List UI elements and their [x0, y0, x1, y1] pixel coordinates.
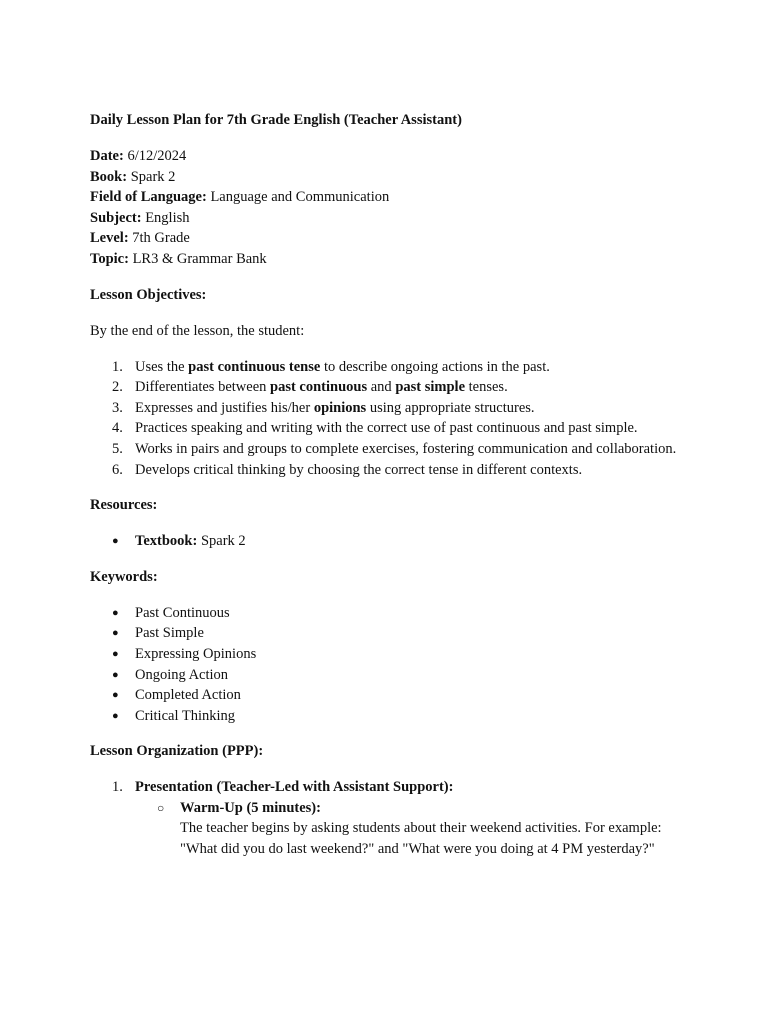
objective-text: Differentiates between: [135, 379, 271, 396]
objective-text: using appropriate structures.: [366, 399, 535, 416]
keyword-text: Completed Action: [135, 687, 241, 704]
resource-label: Textbook:: [135, 533, 198, 550]
meta-topic: [90, 249, 690, 270]
meta-field: [90, 187, 690, 208]
meta-date: [90, 146, 690, 167]
objective-text: Practices speaking and writing with the correct use of past continuous and past simple.: [135, 420, 638, 437]
organization-sublist: [135, 798, 690, 860]
objective-item: [90, 460, 690, 481]
list-number: 3.: [112, 399, 123, 416]
document-page: [90, 110, 690, 860]
list-number: 6.: [112, 461, 123, 478]
keyword-item: [90, 665, 690, 686]
bullet-icon: ●: [112, 535, 119, 548]
objective-text: Uses the: [135, 358, 189, 375]
objective-text: and: [367, 379, 396, 396]
meta-level: [90, 228, 690, 249]
bullet-icon: ●: [112, 627, 119, 640]
meta-book-label: Book:: [90, 168, 128, 185]
keyword-text: Expressing Opinions: [135, 645, 257, 662]
meta-topic-value: LR3 & Grammar Bank: [128, 250, 267, 267]
objective-item: [90, 418, 690, 439]
list-number: 2.: [112, 379, 123, 396]
objectives-heading: Lesson Objectives:: [90, 286, 207, 303]
organization-item-label: Presentation (Teacher-Led with Assistant Support):: [135, 779, 454, 796]
keyword-item: [90, 706, 690, 727]
resources-heading: Resources:: [90, 497, 158, 514]
list-number: 4.: [112, 420, 123, 437]
objective-item: [90, 439, 690, 460]
objective-emphasis: past continuous: [270, 379, 368, 396]
keywords-heading: Keywords:: [90, 568, 158, 585]
objective-text: Works in pairs and groups to complete exercises, fostering communication and collaboration.: [135, 440, 677, 457]
objectives-list: [90, 357, 690, 481]
resources-list: [90, 531, 690, 552]
objective-emphasis: past continuous tense: [188, 358, 321, 375]
objective-item: [90, 377, 690, 398]
objective-item: [90, 357, 690, 378]
keywords-list: [90, 603, 690, 727]
bullet-icon: ●: [112, 606, 119, 619]
bullet-icon: ●: [112, 647, 119, 660]
meta-book-value: Spark 2: [127, 168, 176, 185]
meta-date-label: Date:: [90, 148, 124, 164]
meta-subject: [90, 208, 690, 229]
meta-field-label: Field of Language:: [90, 189, 207, 206]
keyword-text: Ongoing Action: [135, 666, 229, 683]
meta-subject-value: English: [141, 209, 190, 226]
meta-book: [90, 167, 690, 188]
organization-item: [90, 777, 690, 859]
resource-item: [90, 531, 690, 552]
objective-text: tenses.: [465, 379, 508, 396]
objective-text: Expresses and justifies his/her: [135, 399, 314, 416]
circle-bullet-icon: ○: [157, 800, 165, 815]
subitem-label: Warm-Up (5 minutes):: [180, 799, 321, 816]
list-number: 5.: [112, 440, 123, 457]
subitem-text: The teacher begins by asking students about their weekend activities. For example: "What did you do last weekend?" and "What were you doing at 4 PM yesterday?": [180, 820, 662, 858]
keyword-item: [90, 644, 690, 665]
keyword-item: [90, 685, 690, 706]
meta-date-value: 6/12/2024: [123, 148, 187, 164]
meta-level-label: Level:: [90, 230, 129, 247]
organization-subitem: [135, 798, 690, 860]
objective-emphasis: opinions: [313, 399, 367, 416]
organization-list: [90, 777, 690, 859]
list-number: 1.: [112, 779, 123, 796]
meta-topic-label: Topic:: [90, 250, 129, 267]
organization-heading: Lesson Organization (PPP):: [90, 743, 264, 760]
list-number: 1.: [112, 358, 123, 375]
resource-value: Spark 2: [197, 533, 246, 550]
meta-subject-label: Subject:: [90, 209, 142, 226]
objective-emphasis: past simple: [395, 379, 466, 396]
keyword-item: [90, 603, 690, 624]
lesson-meta: [90, 146, 690, 270]
keyword-text: Past Continuous: [135, 604, 230, 621]
meta-field-value: Language and Communication: [206, 189, 390, 206]
objective-text: to describe ongoing actions in the past.: [320, 358, 550, 375]
meta-level-value: 7th Grade: [128, 230, 190, 247]
keyword-text: Critical Thinking: [135, 707, 236, 724]
objectives-intro: By the end of the lesson, the student:: [90, 322, 305, 339]
bullet-icon: ●: [112, 689, 119, 702]
objective-item: [90, 398, 690, 419]
bullet-icon: ●: [112, 668, 119, 681]
keyword-text: Past Simple: [135, 625, 204, 642]
bullet-icon: ●: [112, 709, 119, 722]
document-title: Daily Lesson Plan for 7th Grade English (Teacher Assistant): [90, 112, 462, 128]
keyword-item: [90, 623, 690, 644]
objective-text: Develops critical thinking by choosing the correct tense in different contexts.: [135, 461, 583, 478]
